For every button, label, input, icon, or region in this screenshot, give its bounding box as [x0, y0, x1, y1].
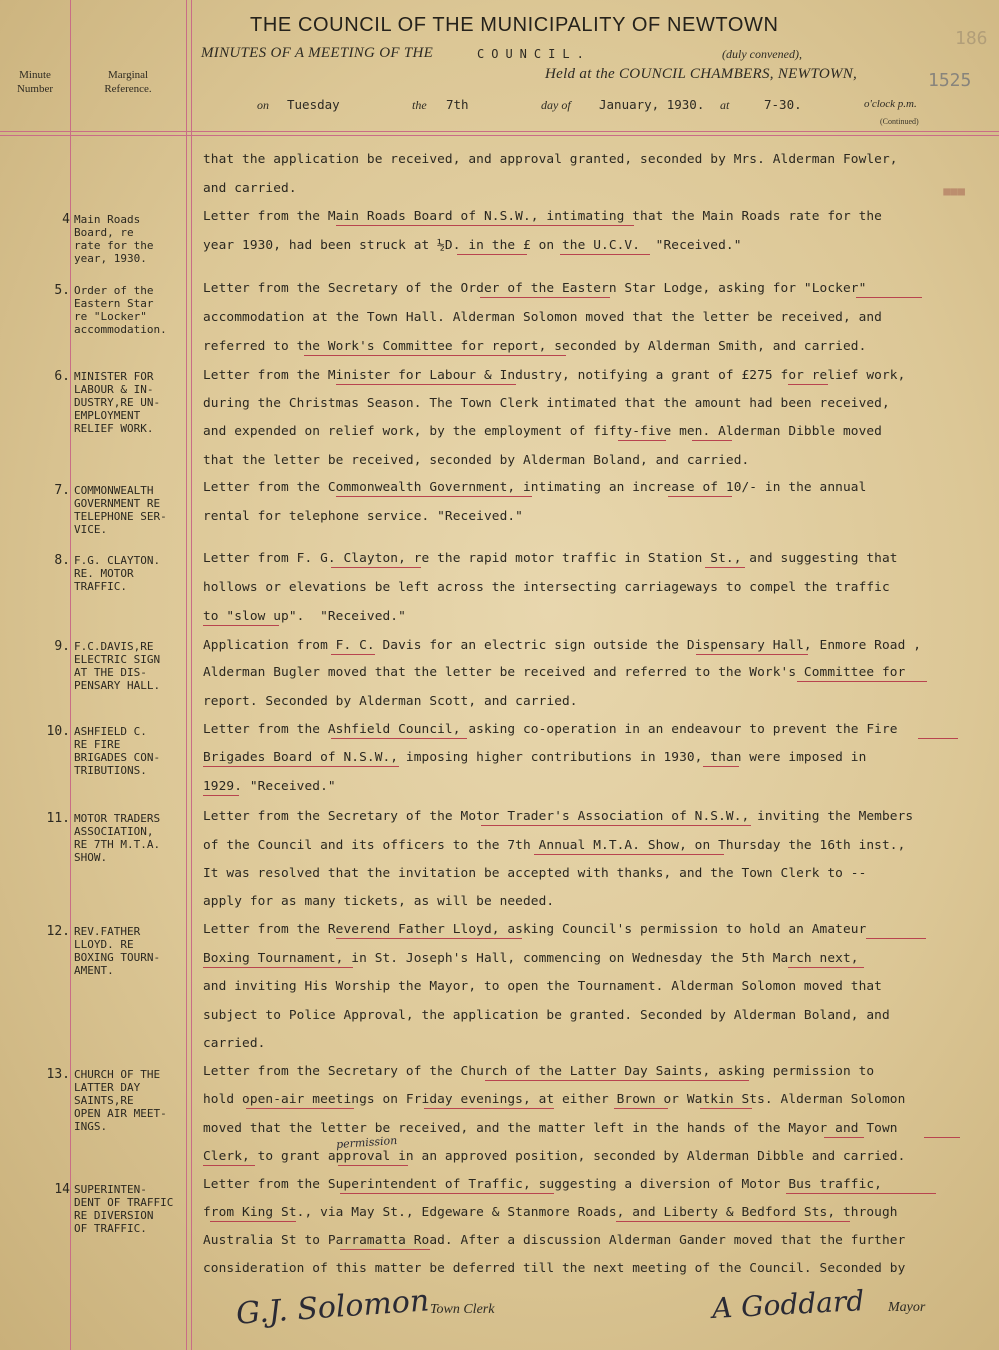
- minute-number: 5.: [54, 283, 70, 298]
- body-line: Application from F. C. Davis for an electric sign outside the Dispensary Hall, Enmore Road ,: [203, 638, 922, 653]
- marginal-reference: MINISTER FOR LABOUR & IN- DUSTRY,RE UN- EMPLOYMENT RELIEF WORK.: [74, 370, 161, 435]
- clerk-label: Town Clerk: [430, 1302, 495, 1317]
- red-underline: [856, 297, 922, 298]
- marginal-reference: SUPERINTEN- DENT OF TRAFFIC RE DIVERSION OF TRAFFIC.: [74, 1183, 174, 1235]
- red-underline: [705, 567, 745, 568]
- red-underline: [668, 496, 732, 497]
- red-underline: [534, 854, 724, 855]
- marginal-reference: MOTOR TRADERS ASSOCIATION, RE 7TH M.T.A. SHOW.: [74, 812, 161, 864]
- body-line: Letter from the Commonwealth Government, intimating an increase of 10/- in the annual: [203, 480, 867, 495]
- body-line: apply for as many tickets, as will be needed.: [203, 894, 555, 909]
- side-number: 186: [955, 28, 988, 49]
- red-underline: [203, 795, 239, 796]
- minute-column-rule: [70, 0, 71, 1350]
- body-line: Letter from the Secretary of the Order of the Eastern Star Lodge, asking for "Locker": [203, 281, 867, 296]
- mayor-label: Mayor: [888, 1300, 926, 1315]
- marginal-reference: Main Roads Board, re rate for the year, 1930.: [74, 213, 154, 265]
- page-number: 1525: [928, 70, 972, 91]
- marginal-reference: COMMONWEALTH GOVERNMENT RE TELEPHONE SER- VICE.: [74, 484, 167, 536]
- marginal-reference-header: Marginal Reference.: [104, 69, 152, 95]
- red-underline: [454, 225, 634, 226]
- red-underline: [246, 1108, 354, 1109]
- red-underline: [336, 938, 522, 939]
- red-underline: [331, 738, 467, 739]
- on-label: on: [257, 98, 269, 112]
- clerk-signature: G.J. Solomon: [235, 1283, 431, 1332]
- meeting-label: MINUTES OF A MEETING OF THE: [201, 45, 434, 61]
- body-line: of the Council and its officers to the 7th Annual M.T.A. Show, on Thursday the 16th inst.,: [203, 838, 906, 853]
- body-line: Letter from F. G. Clayton, re the rapid motor traffic in Station St., and suggesting that: [203, 551, 898, 566]
- body-line: 1929. "Received.": [203, 779, 336, 794]
- red-underline: [203, 1165, 255, 1166]
- red-underline: [788, 384, 828, 385]
- red-underline: [338, 1165, 408, 1166]
- red-underline: [203, 967, 353, 968]
- body-line: Letter from the Reverend Father Lloyd, asking Council's permission to hold an Amateur: [203, 922, 867, 937]
- body-line: carried.: [203, 1036, 266, 1051]
- marginal-reference: REV.FATHER LLOYD. RE BOXING TOURN- AMENT.: [74, 925, 161, 977]
- meeting-time: 7-30.: [764, 97, 802, 112]
- red-underline: [700, 1108, 752, 1109]
- body-line: consideration of this matter be deferred till the next meeting of the Council. Seconded by: [203, 1261, 906, 1276]
- red-underline: [304, 355, 566, 356]
- meeting-weekday: Tuesday: [287, 97, 340, 112]
- body-line: Brigades Board of N.S.W., imposing higher contributions in 1930, than were imposed in: [203, 750, 867, 765]
- red-underline: [203, 625, 279, 626]
- minute-number: 14: [54, 1182, 70, 1197]
- red-underline: [618, 440, 666, 441]
- red-underline: [786, 1193, 936, 1194]
- body-line: that the letter be received, seconded by Alderman Boland, and carried.: [203, 453, 750, 468]
- continued-label: (Continued): [880, 117, 919, 126]
- held-at: Held at the COUNCIL CHAMBERS, NEWTOWN,: [545, 66, 858, 82]
- body-line: to "slow up". "Received.": [203, 609, 406, 624]
- red-underline: [788, 967, 864, 968]
- marginal-reference: Order of the Eastern Star re "Locker" accommodation.: [74, 284, 167, 336]
- body-line: Australia St to Parramatta Road. After a discussion Alderman Gander moved that the further: [203, 1233, 906, 1248]
- body-line: Letter from the Secretary of the Church of the Latter Day Saints, asking permission to: [203, 1064, 875, 1079]
- body-line: that the application be received, and approval granted, seconded by Mrs. Alderman Fowler,: [203, 152, 898, 167]
- duly-convened: (duly convened),: [722, 47, 802, 61]
- body-line: report. Seconded by Alderman Scott, and carried.: [203, 694, 578, 709]
- body-line: Clerk, to grant approval in an approved position, seconded by Alderman Dibble and carried.: [203, 1149, 906, 1164]
- body-line: Letter from the Minister for Labour & Industry, notifying a grant of £275 for relief work,: [203, 368, 906, 383]
- header-rule: [0, 131, 999, 132]
- red-underline: [696, 654, 808, 655]
- marginal-reference: CHURCH OF THE LATTER DAY SAINTS,RE OPEN AIR MEET- INGS.: [74, 1068, 167, 1133]
- body-line: moved that the letter be received, and the matter left in the hands of the Mayor and Town: [203, 1121, 898, 1136]
- body-line: referred to the Work's Committee for report, seconded by Alderman Smith, and carried.: [203, 339, 867, 354]
- the-label: the: [412, 98, 427, 112]
- body-line: subject to Police Approval, the application be granted. Seconded by Alderman Boland, and: [203, 1008, 890, 1023]
- minute-number: 13.: [46, 1067, 70, 1082]
- body-line: Alderman Bugler moved that the letter be received and referred to the Work's Committee for: [203, 665, 906, 680]
- body-line: accommodation at the Town Hall. Alderman Solomon moved that the letter be received, and: [203, 310, 882, 325]
- minute-number: 6.: [54, 369, 70, 384]
- marginal-reference: ASHFIELD C. RE FIRE BRIGADES CON- TRIBUTIONS.: [74, 725, 161, 777]
- body-line: It was resolved that the invitation be accepted with thanks, and the Town Clerk to --: [203, 866, 867, 881]
- body-line: Letter from the Secretary of the Motor Trader's Association of N.S.W., inviting the Members: [203, 809, 914, 824]
- bleed-through-stamp: ■■■: [943, 184, 965, 198]
- body-line: hollows or elevations be left across the intersecting carriageways to compel the traffic: [203, 580, 890, 595]
- body-line: Letter from the Superintendent of Traffic, suggesting a diversion of Motor Bus traffic,: [203, 1177, 882, 1192]
- minute-number-header: Minute Number: [16, 69, 54, 95]
- body-line: Boxing Tournament, in St. Joseph's Hall, commencing on Wednesday the 5th March next,: [203, 951, 859, 966]
- body-line: during the Christmas Season. The Town Clerk intimated that the amount had been received,: [203, 396, 890, 411]
- red-underline: [457, 254, 527, 255]
- red-underline: [336, 384, 516, 385]
- red-underline: [614, 1108, 668, 1109]
- minute-number: 4: [62, 212, 70, 227]
- body-line: Letter from the Main Roads Board of N.S.W., intimating that the Main Roads rate for the: [203, 209, 882, 224]
- body-line: and carried.: [203, 181, 297, 196]
- minute-number: 9.: [54, 639, 70, 654]
- meeting-day: 7th: [446, 97, 469, 112]
- red-underline: [485, 1080, 749, 1081]
- meeting-body: COUNCIL.: [477, 47, 591, 61]
- handwritten-annotation: permission: [335, 1133, 398, 1152]
- body-line: Letter from the Ashfield Council, asking co-operation in an endeavour to prevent the Fire: [203, 722, 898, 737]
- red-underline: [340, 1193, 554, 1194]
- red-underline: [824, 1137, 864, 1138]
- marginal-reference: F.G. CLAYTON. RE. MOTOR TRAFFIC.: [74, 554, 161, 593]
- red-underline: [336, 496, 532, 497]
- marginal-reference: F.C.DAVIS,RE ELECTRIC SIGN AT THE DIS- PENSARY HALL.: [74, 640, 161, 692]
- oclock-label: o'clock p.m.: [864, 98, 917, 110]
- body-line: hold open-air meetings on Friday evenings, at either Brown or Watkin Sts. Alderman Solomon: [203, 1092, 906, 1107]
- minute-number: 10.: [46, 724, 70, 739]
- mayor-signature: A Goddard: [711, 1284, 865, 1325]
- red-underline: [331, 567, 421, 568]
- minute-number: 12.: [46, 924, 70, 939]
- at-label: at: [720, 98, 730, 112]
- red-underline: [616, 1221, 850, 1222]
- red-underline: [703, 766, 739, 767]
- red-underline: [481, 825, 751, 826]
- red-underline: [340, 1249, 430, 1250]
- red-underline: [560, 254, 650, 255]
- red-underline: [918, 738, 958, 739]
- minute-number: 8.: [54, 553, 70, 568]
- minute-number: 7.: [54, 483, 70, 498]
- red-underline: [210, 1221, 296, 1222]
- red-underline: [797, 681, 927, 682]
- red-underline: [866, 938, 926, 939]
- document-title: THE COUNCIL OF THE MUNICIPALITY OF NEWTOWN: [250, 14, 779, 36]
- red-underline: [480, 297, 610, 298]
- red-underline: [424, 1108, 554, 1109]
- red-underline: [692, 440, 732, 441]
- meeting-month-year: January, 1930.: [599, 97, 705, 112]
- body-line: year 1930, had been struck at ½D. in the £ on the U.C.V. "Received.": [203, 238, 742, 253]
- red-underline: [331, 654, 375, 655]
- body-line: rental for telephone service. "Received.": [203, 509, 523, 524]
- day-of-label: day of: [541, 98, 571, 112]
- header-rule-2: [0, 135, 999, 136]
- red-underline: [924, 1137, 960, 1138]
- body-line: and inviting His Worship the Mayor, to open the Tournament. Alderman Solomon moved that: [203, 979, 882, 994]
- body-line: and expended on relief work, by the employment of fifty-five men. Alderman Dibble moved: [203, 424, 882, 439]
- body-line: from King St., via May St., Edgeware & Stanmore Roads, and Liberty & Bedford Sts, through: [203, 1205, 898, 1220]
- red-underline: [203, 766, 399, 767]
- minute-number: 11.: [46, 811, 70, 826]
